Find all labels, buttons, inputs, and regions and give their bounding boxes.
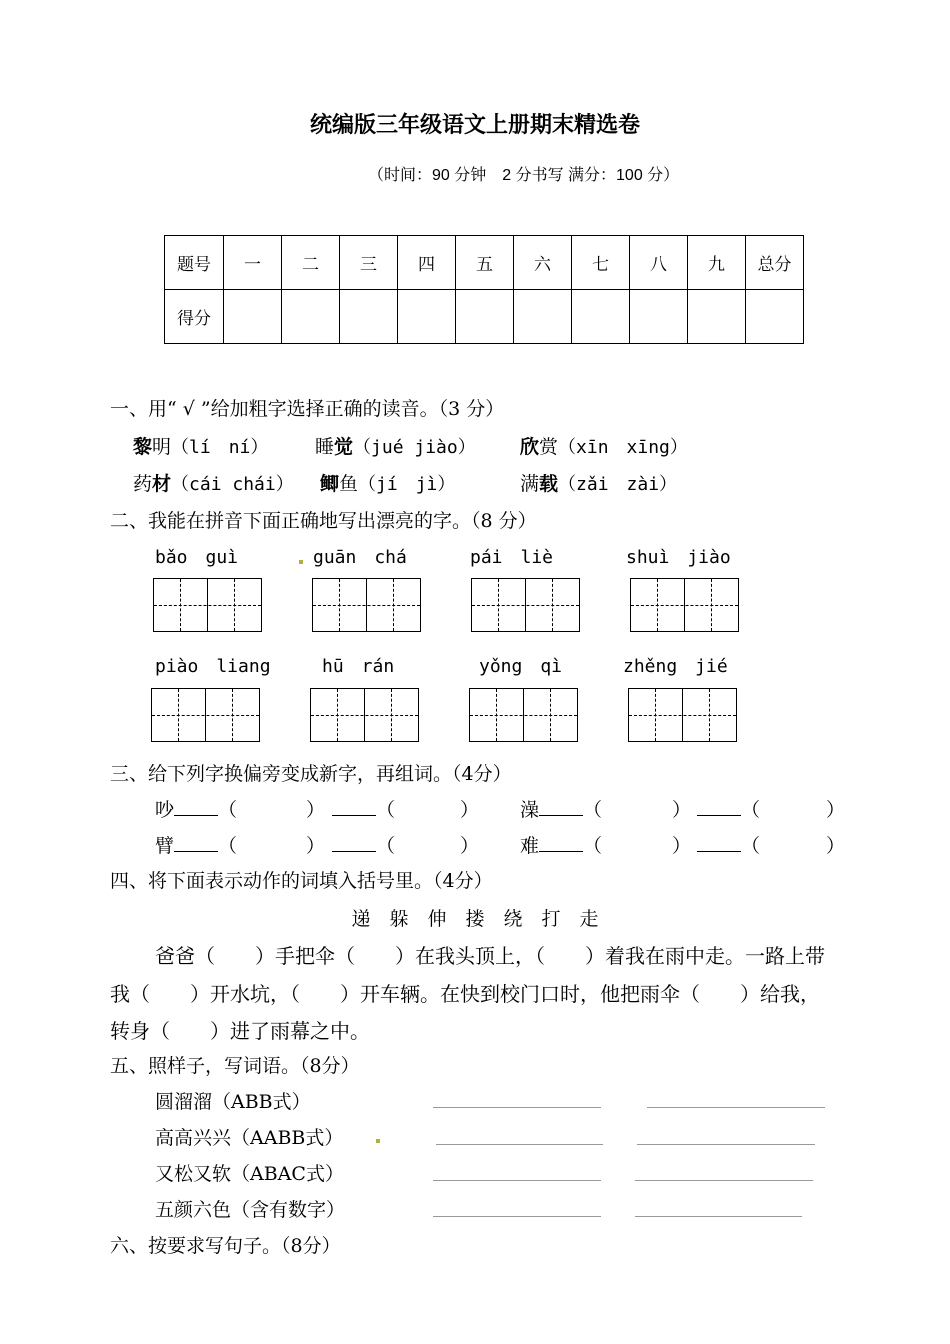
writing-grid[interactable] bbox=[628, 688, 737, 742]
paren-close: ） bbox=[672, 835, 692, 857]
score-cell[interactable] bbox=[224, 290, 282, 344]
q3-item bbox=[520, 795, 602, 822]
score-cell[interactable] bbox=[456, 290, 514, 344]
q1-item bbox=[133, 469, 294, 496]
passage-line: 转身（ ）进了雨幕之中。 bbox=[110, 1019, 370, 1043]
writing-grid[interactable] bbox=[310, 688, 419, 742]
score-cell[interactable] bbox=[398, 290, 456, 344]
paren-close: ） bbox=[826, 835, 846, 857]
passage-line: 爸爸（ ）手把伞（ ）在我头顶上，（ ）着我在雨中走。一路上带 bbox=[155, 944, 825, 968]
pinyin-options[interactable]: （zǎi zài） bbox=[558, 474, 678, 495]
pinyin-options[interactable]: （jí jì） bbox=[358, 474, 456, 495]
paren: （ bbox=[741, 799, 761, 821]
paren-close: ） bbox=[460, 835, 480, 857]
writing-grid[interactable] bbox=[153, 578, 262, 632]
q3-item bbox=[332, 795, 395, 822]
pinyin-options[interactable]: （lí ní） bbox=[171, 437, 269, 458]
q5-example: 高高兴兴（AABB式） bbox=[155, 1127, 344, 1149]
answer-line[interactable] bbox=[436, 1144, 603, 1145]
score-cell[interactable] bbox=[688, 290, 746, 344]
column-header: 七 bbox=[572, 236, 630, 290]
paren-close: ） bbox=[826, 799, 846, 821]
writing-grid[interactable] bbox=[471, 578, 580, 632]
score-cell[interactable] bbox=[340, 290, 398, 344]
pinyin-options[interactable]: （cái chái） bbox=[171, 474, 294, 495]
column-header: 八 bbox=[630, 236, 688, 290]
paren: （ bbox=[218, 835, 238, 857]
page-title: 统编版三年级语文上册期末精选卷 bbox=[309, 113, 640, 138]
blank-line[interactable] bbox=[174, 814, 218, 816]
word-bank: 递 躲 伸 搂 绕 打 走 bbox=[351, 908, 599, 930]
column-header: 六 bbox=[514, 236, 572, 290]
source-char: 澡 bbox=[520, 799, 540, 821]
pinyin-label: guān chá bbox=[313, 547, 407, 568]
blank-line[interactable] bbox=[539, 850, 583, 852]
column-header: 总分 bbox=[746, 236, 804, 290]
pinyin-label: shuì jiào bbox=[626, 547, 731, 568]
bold-char: 黎 bbox=[133, 436, 153, 458]
pinyin-label: bǎo guì bbox=[155, 547, 239, 568]
bold-char: 鲫 bbox=[320, 473, 340, 495]
column-header: 一 bbox=[224, 236, 282, 290]
answer-line[interactable] bbox=[433, 1180, 601, 1181]
blank-line[interactable] bbox=[332, 850, 376, 852]
q1-item bbox=[315, 432, 476, 459]
writing-grid[interactable] bbox=[151, 688, 260, 742]
q5-example: 圆溜溜（ABB式） bbox=[155, 1091, 311, 1113]
q5-example: 又松又软（ABAC式） bbox=[155, 1163, 344, 1185]
stray-dot bbox=[376, 1139, 380, 1143]
score-cell[interactable] bbox=[572, 290, 630, 344]
paren: （ bbox=[583, 835, 603, 857]
column-header: 九 bbox=[688, 236, 746, 290]
answer-line[interactable] bbox=[635, 1180, 813, 1181]
paren-close: ） bbox=[306, 799, 326, 821]
paren: （ bbox=[376, 799, 396, 821]
q1-item bbox=[133, 432, 268, 459]
paren: （ bbox=[741, 835, 761, 857]
writing-grid[interactable] bbox=[469, 688, 578, 742]
pinyin-options[interactable]: （xīn xīng） bbox=[558, 437, 688, 458]
bold-char: 欣 bbox=[520, 436, 540, 458]
answer-line[interactable] bbox=[647, 1107, 825, 1108]
score-cell[interactable] bbox=[746, 290, 804, 344]
q1-heading: 一、用“ √ ”给加粗字选择正确的读音。（3 分） bbox=[110, 398, 505, 420]
char: 药 bbox=[133, 473, 153, 495]
exam-info: （时间：90 分钟 2 分书写 满分：100 分） bbox=[368, 167, 680, 184]
stray-dot bbox=[299, 560, 303, 564]
bold-char: 载 bbox=[539, 473, 559, 495]
table-row bbox=[165, 236, 804, 290]
pinyin-label: zhěng jié bbox=[623, 656, 728, 677]
answer-line[interactable] bbox=[637, 1144, 815, 1145]
column-header: 三 bbox=[340, 236, 398, 290]
answer-line[interactable] bbox=[433, 1216, 601, 1217]
column-header: 五 bbox=[456, 236, 514, 290]
source-char: 吵 bbox=[155, 799, 175, 821]
row-header-question: 题号 bbox=[165, 236, 224, 290]
paren-close: ） bbox=[460, 799, 480, 821]
paren-close: ） bbox=[306, 835, 326, 857]
passage-line: 我（ ）开水坑，（ ）开车辆。在快到校门口时，他把雨伞（ ）给我， bbox=[110, 982, 820, 1006]
q3-item bbox=[155, 795, 237, 822]
q5-example: 五颜六色（含有数字） bbox=[155, 1199, 346, 1221]
score-cell[interactable] bbox=[282, 290, 340, 344]
blank-line[interactable] bbox=[332, 814, 376, 816]
row-header-score: 得分 bbox=[165, 290, 224, 344]
char: 明 bbox=[152, 436, 172, 458]
q1-item bbox=[320, 469, 455, 496]
paren: （ bbox=[583, 799, 603, 821]
blank-line[interactable] bbox=[539, 814, 583, 816]
score-table bbox=[164, 235, 804, 344]
writing-grid[interactable] bbox=[312, 578, 421, 632]
blank-line[interactable] bbox=[697, 814, 741, 816]
source-char: 难 bbox=[520, 835, 540, 857]
q2-heading: 二、我能在拼音下面正确地写出漂亮的字。（8 分） bbox=[110, 510, 537, 532]
answer-line[interactable] bbox=[635, 1216, 802, 1217]
bold-char: 觉 bbox=[334, 436, 354, 458]
char: 满 bbox=[520, 473, 540, 495]
pinyin-label: piào liang bbox=[155, 656, 271, 677]
pinyin-options[interactable]: （jué jiào） bbox=[353, 437, 476, 458]
bold-char: 材 bbox=[152, 473, 172, 495]
q3-heading: 三、给下列字换偏旁变成新字，再组词。（4分） bbox=[110, 763, 512, 785]
q1-item bbox=[520, 432, 688, 459]
column-header: 二 bbox=[282, 236, 340, 290]
char: 鱼 bbox=[339, 473, 359, 495]
paren: （ bbox=[376, 835, 396, 857]
q3-item bbox=[332, 831, 395, 858]
q5-heading: 五、照样子，写词语。（8分） bbox=[110, 1055, 360, 1077]
score-cell[interactable] bbox=[514, 290, 572, 344]
q3-item bbox=[155, 831, 237, 858]
char: 睡 bbox=[315, 436, 335, 458]
q4-heading: 四、将下面表示动作的词填入括号里。（4分） bbox=[110, 870, 493, 892]
q3-item bbox=[697, 795, 760, 822]
score-cell[interactable] bbox=[630, 290, 688, 344]
blank-line[interactable] bbox=[697, 850, 741, 852]
writing-grid[interactable] bbox=[630, 578, 739, 632]
q3-item bbox=[520, 831, 602, 858]
pinyin-label: hū rán bbox=[322, 656, 395, 677]
answer-line[interactable] bbox=[433, 1107, 601, 1108]
column-header: 四 bbox=[398, 236, 456, 290]
q1-item bbox=[520, 469, 677, 496]
paren: （ bbox=[218, 799, 238, 821]
q6-heading: 六、按要求写句子。（8分） bbox=[110, 1235, 341, 1257]
table-row bbox=[165, 290, 804, 344]
source-char: 臂 bbox=[155, 835, 175, 857]
q3-item bbox=[697, 831, 760, 858]
pinyin-label: yǒng qì bbox=[479, 656, 563, 677]
blank-line[interactable] bbox=[174, 850, 218, 852]
pinyin-label: pái liè bbox=[470, 547, 554, 568]
char: 赏 bbox=[539, 436, 559, 458]
paren-close: ） bbox=[672, 799, 692, 821]
